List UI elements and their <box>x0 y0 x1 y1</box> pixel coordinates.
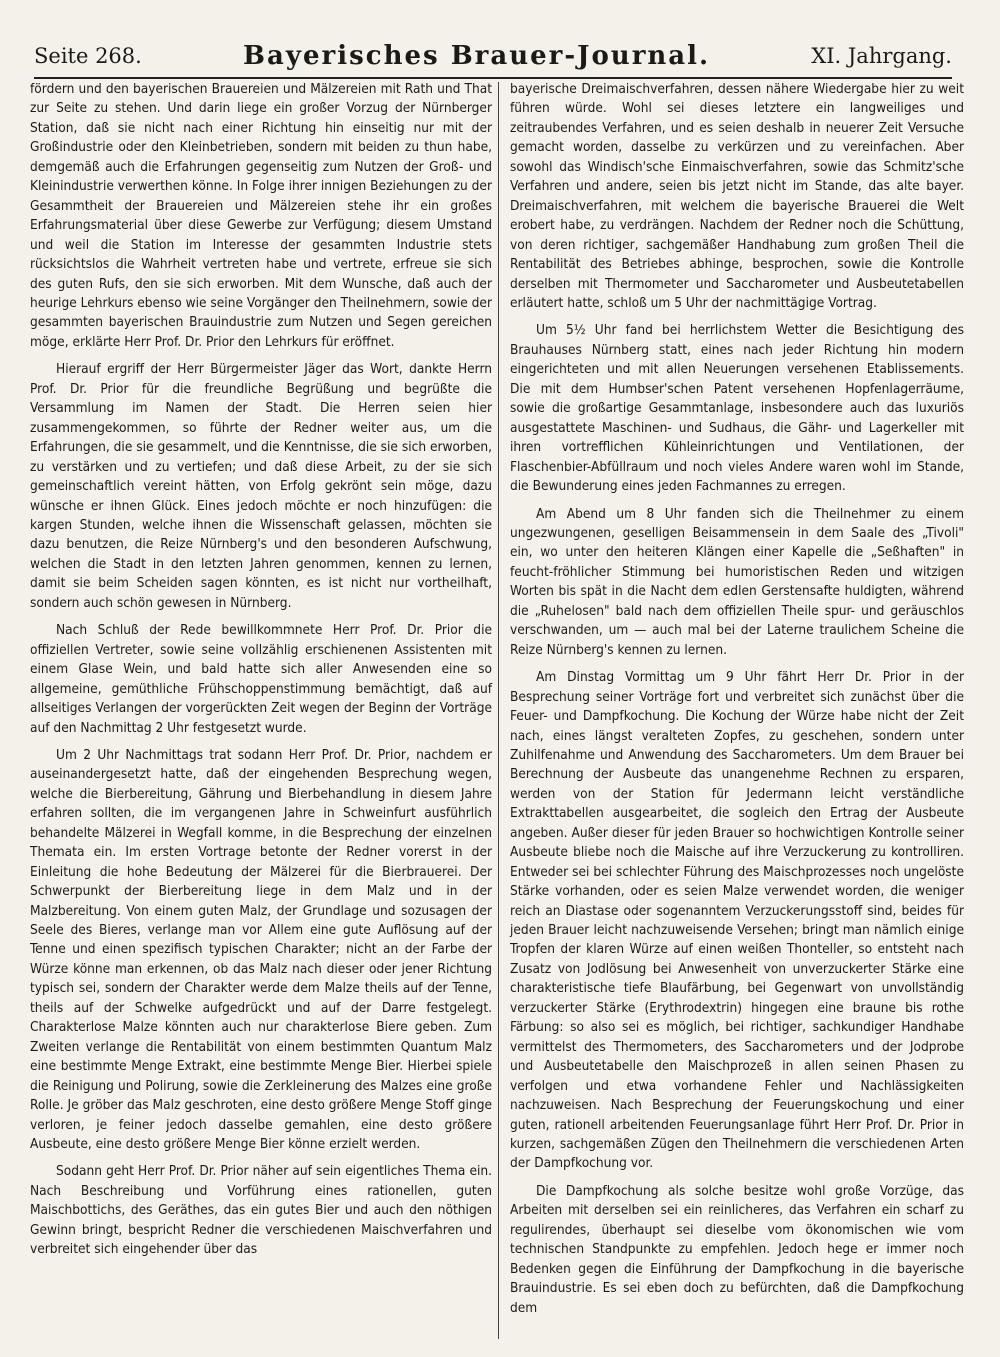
paragraph: bayerische Dreimaischverfahren, dessen nähere Wiedergabe hier zu weit führen würde. Wohl sei dieses letztere ein langweiliges und zeitraubendes Verfahren, und es seien deshalb in neuerer Zeit Versuche gemacht worden, dasselbe zu verkürzen und zu vereinfachen. Aber sowohl das Windisch'sche Einmaischverfahren, sowie das Schmitz'sche Verfahren und andere, seien bis jetzt nicht im Stande, das alte bayer. Dreimaischverfahren, mit welchem die bayerische Brauerei die Welt erobert habe, zu verdrängen. Nachdem der Redner noch die Schüttung, von deren richtiger, sachgemäßer Handhabung zum großen Theil die Rentabilität des Betriebes abhinge, besprochen, sowie die Kontrolle derselben mit Thermometer und Saccharometer und Ausbeutetabellen erläutert hatte, schloß um 5 Uhr der nachmittägige Vortrag. <box>510 81 964 311</box>
paragraph: Nach Schluß der Rede bewillkommnete Herr Prof. Dr. Prior die offiziellen Vertreter, sowie seine vollzählig erschienenen Assistenten mit einem Glase Wein, und bald hatte sich aller Anwesenden eine so allgemeine, gemüthliche Frühschoppenstimmung bemächtigt, daß auf allseitiges Verlangen der vorgerückten Zeit wegen der Beginn der Vorträge auf den Nachmittag 2 Uhr festgesetzt wurde. <box>30 622 492 736</box>
left-column <box>30 80 492 1268</box>
paragraph: Die Dampfkochung als solche besitze wohl große Vorzüge, das Arbeiten mit derselben sei ein reinlicheres, das Verfahren ein scharf zu regulirendes, überhaupt sei dieselbe vom ökonomischen wie vom technischen Standpunkte zu empfehlen. Jedoch hege er immer noch Bedenken gegen die Einführung der Dampfkochung in die bayerische Brauindustrie. Es sei eben doch zu befürchten, daß die Dampfkochung dem <box>510 1182 964 1316</box>
paragraph: Sodann geht Herr Prof. Dr. Prior näher auf sein eigentliches Thema ein. Nach Beschreibung und Vorführung eines rationellen, guten Maischbottichs, des Geräthes, das ein gutes Bier und auch den nöthigen Gewinn bringt, bespricht Redner die verschiedenen Maischverfahren und verbreitet sich eingehender über das <box>30 1163 492 1258</box>
paragraph: Um 2 Uhr Nachmittags trat sodann Herr Prof. Dr. Prior, nachdem er auseinandergesetzt hatte, daß der eingehenden Besprechung wegen, welche die Bierbereitung, Gährung und Bierbehandlung in diesem Jahre erfahren sollten, die im vergangenen Jahre in Schweinfurt ausführlich behandelte Mälzerei in Wegfall komme, in die Besprechung der einzelnen Themata ein. Im ersten Vortrage betonte der Redner vorerst in der Einleitung die hohe Bedeutung der Mälzerei für die Bierbrauerei. Der Schwerpunkt der Bierbereitung liege in dem Malz und in der Malzbereitung. Von einem guten Malz, der Grundlage und sozusagen der Seele des Bieres, verlange man vor Allem eine gute Auflösung auf der Tenne und einen spezifisch typischen Charakter; nicht an der Farbe der Würze könne man erkennen, ob das Malz nach dieser oder jener Richtung typisch sei, sondern der Charakter werde dem Malze theils auf der Tenne, theils auf der Schwelke aufgedrückt und auf der Darre festgelegt. Charakterlose Malze könnten auch nur charakterlose Biere geben. Zum Zweiten verlange die Rentabilität von einem bestimmten Quantum Malz eine bestimmte Menge Extrakt, eine bestimmte Menge Bier. Hierbei spiele die Reinigung und Polirung, sowie die Zerkleinerung des Malzes eine große Rolle. Je gröber das Malz geschroten, eine desto größere Menge Stoff ginge verloren, je feiner jedoch dasselbe gemahlen, eine desto größere Ausbeute, eine desto größere Menge Bier könne erzielt werden. <box>30 746 492 1153</box>
page-number: Seite 268. <box>34 44 142 68</box>
journal-title: Bayerisches Brauer-Journal. <box>243 41 711 71</box>
paragraph: Am Abend um 8 Uhr fanden sich die Theilnehmer zu einem ungezwungenen, geselligen Beisammensein in dem Saale des „Tivoli" ein, wo unter den heiteren Klängen einer Kapelle die „Seßhaften" in feucht-fröhlicher Stimmung bei humoristischen Reden und witzigen Worten bis spät in die Nacht dem edlen Gerstensafte huldigten, während die „Ruhelosen" bald nach dem offiziellen Theile spur- und geräuschlos verschwanden, um — auch mal bei der Laterne traulichem Scheine die Reize Nürnberg's kennen zu lernen. <box>510 505 964 658</box>
paragraph: Am Dinstag Vormittag um 9 Uhr fährt Herr Dr. Prior in der Besprechung seiner Vorträge fort und verbreitet sich zunächst über die Feuer- und Dampfkochung. Die Kochung der Würze habe nicht der Zeit nach, eines längst veralteten Zopfes, zu geschehen, sondern unter Zuhilfenahme und Anwendung des Saccharometers. Um dem Brauer bei Berechnung der Ausbeute das unangenehme Rechnen zu ersparen, werden von der Station für Jedermann leicht verständliche Extrakttabellen ausgearbeitet, die sogleich den Ertrag der Ausbeute angeben. Außer dieser für jeden Brauer so hochwichtigen Kontrolle seiner Ausbeute bliebe noch die Maische auf ihre Verzuckerung zu kontrolliren. Entweder sei bei schlechter Führung des Maischprozesses noch ungelöste Stärke vorhanden, oder es seien Malze verwendet worden, die weniger reich an Diastase oder sogenanntem Verzuckerungsstoff sind, beides für jeden Brauer leicht nachzuweisende Versehen; bringt man nämlich einige Tropfen der klaren Würze auf einen weißen Thonteller, so entsteht nach Zusatz von Jodlösung bei Anwesenheit von unverzuckerter Stärke eine charakteristische tiefe Blaufärbung, bei Gegenwart von unvollständig verzuckerter Stärke (Erythrodextrin) hingegen eine braune bis rothe Färbung: so also sei es möglich, bei richtiger, sachkundiger Handhabe vermittelst des Thermometers, des Saccharometers und der Jodprobe und Ausbeutetabelle den Maischprozeß in allen seinen Phasen zu verfolgen und etwa vorhandene Fehler und Nachlässigkeiten nachzuweisen. Nach Besprechung der Feuerungskochung und einer guten, rationell arbeitenden Feuerungsanlage führt Herr Prof. Dr. Prior in kurzen, sachgemäßen Zügen den Theilnehmern die verschiedenen Arten der Dampfkochung vor. <box>510 669 964 1172</box>
volume-label: XI. Jahrgang. <box>811 44 952 68</box>
page-header <box>34 36 952 76</box>
paragraph: Um 5½ Uhr fand bei herrlichstem Wetter die Besichtigung des Brauhauses Nürnberg statt, eines nach jeder Richtung hin modern eingerichteten und mit allen Neuerungen versehenen Etablissements. Die mit dem Humbser'schen Patent versehenen Hopfenlagerräume, sowie die großartige Gesammtanlage, insbesondere auch das luxuriös ausgestattete Maschinen- und Sudhaus, die Gähr- und Lagerkeller mit ihren vortrefflichen Kühleinrichtungen und Ventilationen, der Flaschenbier-Abfüllraum und noch vieles Andere waren wohl im Stande, die Bewunderung eines jeden Fachmannes zu erregen. <box>510 322 964 495</box>
header-rule <box>34 77 952 79</box>
column-divider <box>498 82 499 1339</box>
paragraph: Hierauf ergriff der Herr Bürgermeister Jäger das Wort, dankte Herrn Prof. Dr. Prior für die freundliche Begrüßung und begrüßte die Versammlung im Namen der Stadt. Die Herren seien hier zusammengekommen, so führte der Redner weiter aus, um die Erfahrungen, die sie gesammelt, und die Kenntnisse, die sie sich erworben, zu verstärken und zu vertiefen; und daß diese Arbeit, zu der sie sich gemeinschaftlich vereint hätten, von Erfolg gekrönt sein möge, dazu wünsche er ihnen Glück. Eines jedoch möchte er noch hinzufügen: die kargen Stunden, welche ihnen die Wissenschaft gelassen, möchten sie dazu benutzen, die Reize Nürnberg's und den besonderen Aufschwung, welchen die Stadt in den letzten Jahren genommen, kennen zu lernen, damit sie beim Scheiden sagen könnten, es ist nicht nur vortheilhaft, sondern auch schön gewesen in Nürnberg. <box>30 361 492 611</box>
right-column <box>510 80 964 1326</box>
paragraph: fördern und den bayerischen Brauereien und Mälzereien mit Rath und That zur Seite zu stehen. Und darin liege ein großer Vorzug der Nürnberger Station, daß sie nicht nach einer Richtung hin einseitig nur mit der Großindustrie oder den Kleinbetrieben, sondern mit beiden zu thun habe, demgemäß auch die Erfahrungen gegenseitig zum Nutzen der Groß- und Kleinindustrie verwerthen könne. In Folge ihrer innigen Beziehungen zu der Gesammtheit der Brauereien und Mälzereien stehe ihr ein großes Erfahrungsmaterial über diese Gewerbe zur Verfügung; diesem Umstand und weil die Station im Interesse der gesammten Industrie stets rücksichtslos die Wahrheit vertreten habe und vertrete, erfreue sie sich des guten Rufs, den sie sich erworben. Mit dem Wunsche, daß auch der heurige Lehrkurs ebenso wie seine Vorgänger den Theilnehmern, sowie der gesammten bayerischen Brauindustrie zum Nutzen und Segen gereichen möge, erklärte Herr Prof. Dr. Prior den Lehrkurs für eröffnet. <box>30 81 492 350</box>
